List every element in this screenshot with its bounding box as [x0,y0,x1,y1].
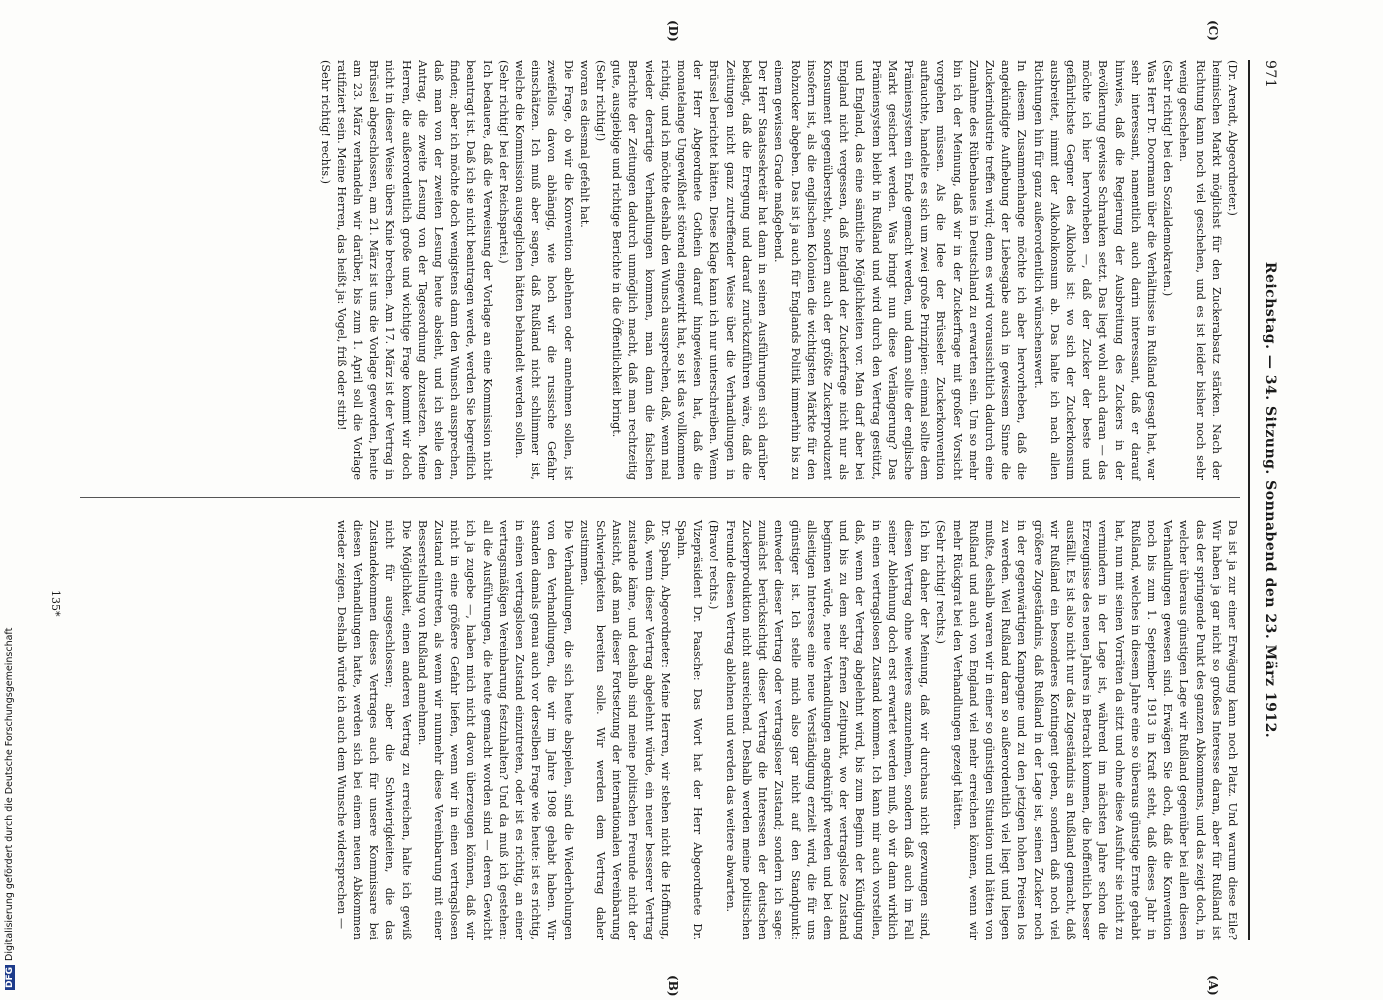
margin-marker-a: (A) [1206,975,1220,996]
margin-marker-c: (C) [1206,20,1220,41]
dfg-logo: DFG [5,966,15,988]
credit-text: Digitalisierung gefördert durch die Deutsche Forschungsgemeinschaft [4,627,15,961]
margin-marker-b: (B) [666,975,680,997]
page-footer-number: 135* [49,590,62,617]
page-number: 971 [1262,60,1278,89]
header-title: Reichstag. — 34. Sitzung. Sonnabend den 23. März 1912. [1262,261,1278,739]
digitization-credit [4,628,15,990]
text-column-right: Da ist ja zur einer Erwägung kann noch Platz. Und warum diese Eile? Wir haben ja gar nicht so großes Interesse daran, aber für Rußland ist das der springende Punkt des ganzen Abkommens, und das zeigt doch, in welcher überaus günstigen Lage wir Rußland gegenüber bei allen diesen Verhandlungen gewesen sind. Erwägen Sie doch, daß die Konvention noch bis zum 1. September 1913 in Kraft steht, daß dieses Jahr in Rußland, welches in diesem Jahre eine so überaus günstige Ernte gehabt hat, nun mit seinen Vorräten da sitzt und ohne diese Ausfuhr sie nicht zu vermindern in der Lage ist, während im nächsten Jahre schon die Erzeugnisse des neuen Jahres in Betracht kommen, die hoffentlich besser ausfällt. Es ist also nicht nur das Zugeständnis an Rußland gemacht, daß wir Rußland ein besonderes Kontingent geben, sondern daß noch viel größere Zugeständnis, daß Rußland in der Lage ist, seinen Zucker noch in der gegenwärtigen Kampagne und zu den jetzigen hohen Preisen los zu werden. Weil Rußland daran so außerordentlich viel liegt und liegen mußte, deshalb waren wir in einer so günstigen Situation und hätten von Rußland und auch von England viel mehr erreichen können, wenn wir mehr Rückgrat bei den Verhandlungen gezeigt hätten. (Sehr richtig! rechts.) Ich bin daher der Meinung, daß wir durchaus nicht gezwungen sind, diesen Vertrag ohne weiteres anzunehmen, sondern daß auch im Fall seiner Ablehnung doch erst erwartet werden muß, ob wir dann wirklich in einen vertragslosen Zustand kommen. Ich kann mir auch vorstellen, daß, wenn der Vertrag abgelehnt wird, bis zum Beginn der Kündigung und bis zu dem sehr fernen Zeitpunkt, wo der vertragslose Zustand beginnen würde, neue Verhandlungen angeknüpft werden und bei dem allseitigen Interesse eine neue Verständigung erzielt wird, die für uns günstiger ist. Ich stelle mich also gar nicht auf den Standpunkt: entweder dieser Vertrag oder vertragsloser Zustand; sondern ich sage: zunächst berücksichtigt dieser Vertrag die Interessen der deutschen Zuckerproduktion nicht ausreichend. Deshalb werden meine politischen Freunde diesen Vertrag ablehnen und werden das weitere abwarten. (Bravo! rechts.) Vizepräsident Dr. Paasche: Das Wort hat der Herr Abgeordnete Dr. Spahn. Dr. Spahn, Abgeordneter: Meine Herren, wir stehen nicht die Hoffnung, daß, wenn dieser Vertrag abgelehnt würde, ein neuer besserer Vertrag zustande käme, und deshalb sind meine politischen Freunde nicht der Ansicht, daß man dieser Fortsetzung der internationalen Vereinbarung Schwierigkeiten bereiten solle. Wir werden dem Vertrag daher zustimmen. Die Verhandlungen, die sich heute abspielen, sind die Wiederholungen von den Verhandlungen, die wir im Jahre 1908 gehabt haben. Wir standen damals genau auch vor derselben Frage wie heute: ist es richtig, in einen vertragslosen Zustand einzutreten, oder ist es richtig, an einer vertragsmäßigen Vereinbarung festzuhalten? Und da muß ich gestehen: all die Ausführungen, die heute gemacht worden sind — deren Gewicht ich ja zugebe —, haben mich nicht davon überzeugen können, daß wir nicht in eine größere Gefahr liefen, wenn wir in einen vertragslosen Zustand eintreten, als wenn wir nunmehr diese Vereinbarung mit einer Besserstellung von Rußland annehmen. Die Möglichkeit, einen anderen Vertrag zu erreichen, halte ich gewiß nicht für ausgeschlossen; aber die Schwierigkeiten, die das Zustandekommen dieses Vertrages auch für unsere Kommissare bei diesen Verhandlungen hatte, werden sich bei einem neuen Abkommen wieder zeigen. Deshalb würde ich auch dem Wunsche widersprechen — [334,520,1239,940]
text-column-left: (Dr. Arendt, Abgeordneter.) heimischen Markt möglichst für den Zuckerabsatz stärken. Nach der Richtung kann noch viel geschehen, und es ist leider bisher noch sehr wenig geschehen. (Sehr richtig! bei den Sozialdemokraten.) Was Herr Dr. Doormann über die Verhältnisse in Rußland gesagt hat, war sehr interessant, namentlich auch darin interessant, daß er darauf hinwies, daß die Regierung der Ausbreitung des Zuckers in der Bevölkerung gewisse Schranken setzt. Das liegt wohl auch daran — das möchte ich hier hervorheben —, daß der Zucker der beste und gefährlichste Gegner des Alkohols ist: wo sich der Zuckerkonsum ausbreitet, nimmt der Alkoholkonsum ab. Das halte ich nach allen Richtungen hin für ganz außerordentlich wünschenswert. In diesem Zusammenhange möchte ich aber hervorheben, daß die angekündigte Aufhebung der Liebesgabe auch in gewissem Sinne die Zuckerindustrie treffen wird; denn es wird voraussichtlich dadurch eine Zunahme des Rübenbaues in Deutschland zu erwarten sein. Um so mehr bin ich der Meinung, daß wir in der Zuckerfrage mit großer Vorsicht vorgehen müssen. Als die Idee der Brüsseler Zuckerkonvention auftauchte, handelte es sich um zwei große Prinzipien: einmal sollte dem Prämiensystem ein Ende gemacht werden, und dann sollte der englische Markt gesichert werden. Was bringt nun diese Verlängerung? Das Prämiensystem bleibt in Rußland und wird durch den Vertrag gestützt, und England, das eine sämtliche Möglichkeiten vor. Man darf aber bei England nicht vergessen, daß England der Zuckerfrage nicht nur als Konsument gegenübersteht, sondern auch der größte Zuckerproduzent insofern ist, als die englischen Kolonien die wichtigsten Märkte für den Rohzucker abgeben. Das ist ja auch für Englands Politik immerhin bis zu einem gewissen Grade maßgebend. Der Herr Staatssekretär hat dann in seinen Ausführungen sich darüber beklagt, daß die Erregung und darauf zurückzuführen wäre, daß die Zeitungen nicht ganz zutreffender Weise über die Verhandlungen in Brüssel berichtet hätten. Diese Klage kann ich nur unterschreiben. Wenn der Herr Abgeordnete Gothein darauf hingewiesen hat, daß die monatelange Ungewißheit störend eingewirkt hat, so ist das vollkommen richtig, und ich möchte deshalb den Wunsch aussprechen, daß, wenn mal wieder derartige Verhandlungen kommen, man dann die falschen Berichte der Zeitungen dadurch unmöglich macht, daß man rechtzeitig gute, ausgiebige und richtige Berichte in die Öffentlichkeit bringt. (Sehr richtig!) woran es diesmal gefehlt hat. Die Frage, ob wir die Konvention ablehnen oder annehmen sollen, ist zweifellos davon abhängig, wie hoch wir die russische Gefahr einschätzen. Ich muß aber sagen, daß Rußland nicht schlimmer ist, welche die Kommission ausgeglichen hätten behandelt werden sollen. (Sehr richtig! bei der Reichspartei.) Ich bedauere, daß die Verweisung der Vorlage an eine Kommission nicht beantragt ist. Daß ich sie nicht beantragen werde, werden Sie begreiflich finden; aber ich möchte doch wenigstens dann den Wunsch aussprechen, daß man von der zweiten Lesung heute absieht, und ich stelle den Antrag, die zweite Lesung von der Tagesordnung abzusetzen. Meine Herren, die außerordentlich große und wichtige Frage kommt wir doch nicht in dieser Weise übers Knie brechen. Am 17. März ist der Vertrag in Brüssel abgeschlossen, am 21. März ist uns die Vorlage geworden, heute am 23. März verhandeln wir darüber, bis zum 1. April soll die Vorlage ratifiziert sein. Meine Herren, das heißt ja: Vogel, friß oder stirb! (Sehr richtig! rechts.) [318,60,1239,480]
page-header [1252,60,1278,940]
header-rule [1248,60,1250,940]
margin-marker-d: (D) [666,20,680,42]
column-divider [80,497,1240,498]
